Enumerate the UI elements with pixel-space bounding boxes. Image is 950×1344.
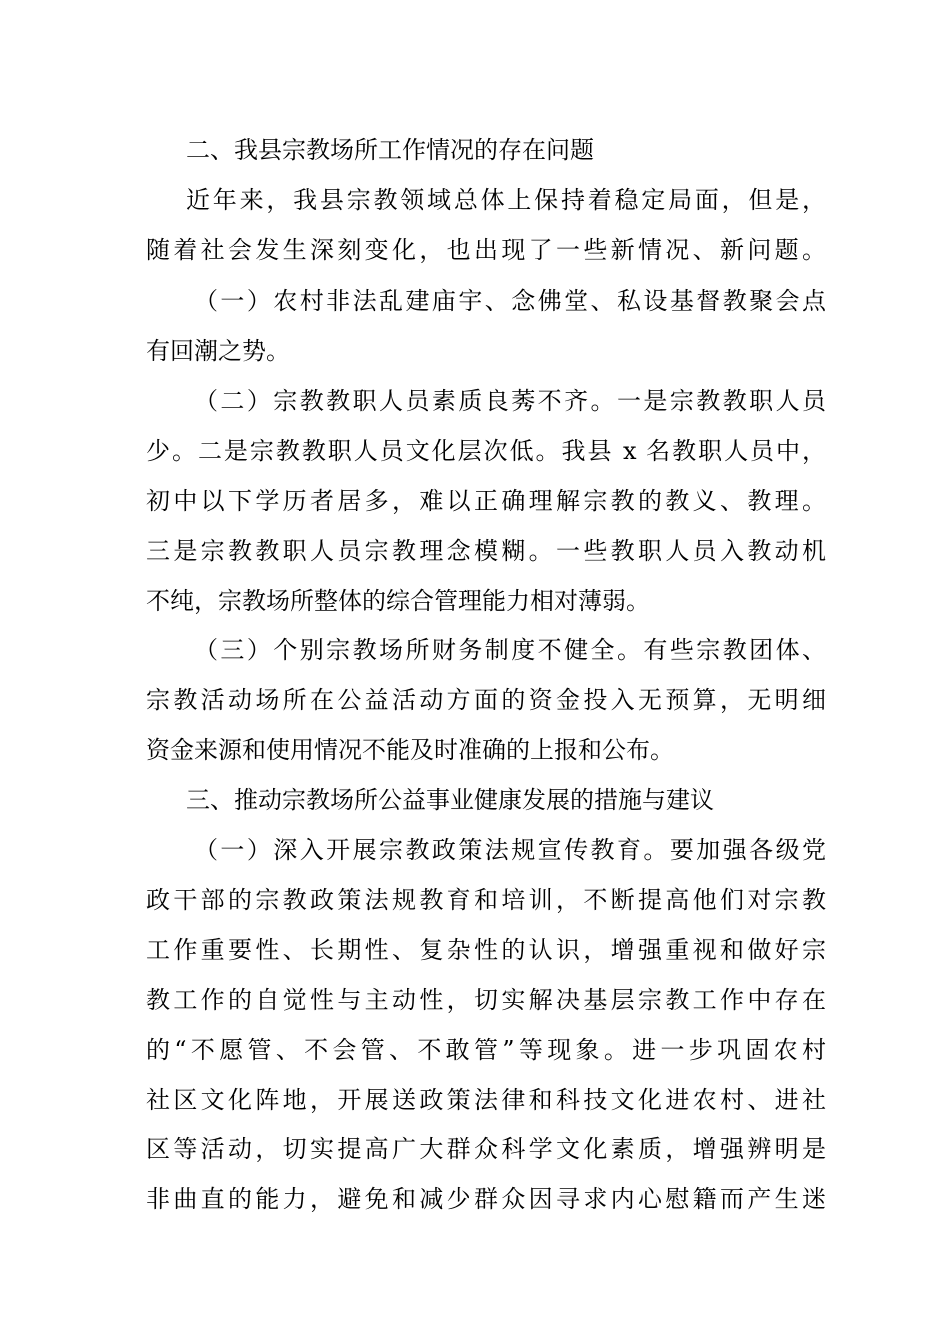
paragraph-line: 的“不愿管、不会管、不敢管”等现象。进一步巩固农村: [146, 1036, 826, 1064]
paragraph-line: 初中以下学历者居多，难以正确理解宗教的教义、教理。: [146, 487, 826, 515]
paragraph-line: 区等活动，切实提高广大群众科学文化素质，增强辨明是: [146, 1135, 826, 1163]
subheading-line: （二）宗教教职人员素质良莠不齐。一是宗教教职人员: [194, 387, 826, 415]
paragraph-line: 近年来，我县宗教领域总体上保持着稳定局面，但是，: [186, 186, 826, 214]
subheading-line: （一）农村非法乱建庙宇、念佛堂、私设基督教聚会点: [194, 287, 826, 315]
paragraph-line: 工作重要性、长期性、复杂性的认识，增强重视和做好宗: [146, 936, 826, 964]
paragraph-line: 资金来源和使用情况不能及时准确的上报和公布。: [146, 736, 674, 764]
paragraph-line: 不纯，宗教场所整体的综合管理能力相对薄弱。: [146, 587, 650, 615]
paragraph-line: 社区文化阵地，开展送政策法律和科技文化进农村、进社: [146, 1086, 826, 1114]
section-heading-2: 二、我县宗教场所工作情况的存在问题: [186, 136, 594, 164]
paragraph-line: 有回潮之势。: [146, 337, 290, 365]
paragraph-line: 教工作的自觉性与主动性，切实解决基层宗教工作中存在: [146, 986, 826, 1014]
paragraph-line: 政干部的宗教政策法规教育和培训，不断提高他们对宗教: [146, 886, 826, 914]
paragraph-line: 非曲直的能力，避免和减少群众因寻求内心慰籍而产生迷: [146, 1185, 826, 1213]
paragraph-line: 少。二是宗教教职人员文化层次低。我县 x 名教职人员中，: [146, 437, 826, 465]
paragraph-line: 宗教活动场所在公益活动方面的资金投入无预算，无明细: [146, 686, 826, 714]
subheading-line: （一）深入开展宗教政策法规宣传教育。要加强各级党: [194, 836, 826, 864]
subheading-line: （三）个别宗教场所财务制度不健全。有些宗教团体、: [194, 636, 826, 664]
paragraph-line: 三是宗教教职人员宗教理念模糊。一些教职人员入教动机: [146, 537, 826, 565]
section-heading-3: 三、推动宗教场所公益事业健康发展的措施与建议: [186, 786, 714, 814]
paragraph-line: 随着社会发生深刻变化，也出现了一些新情况、新问题。: [146, 236, 826, 264]
